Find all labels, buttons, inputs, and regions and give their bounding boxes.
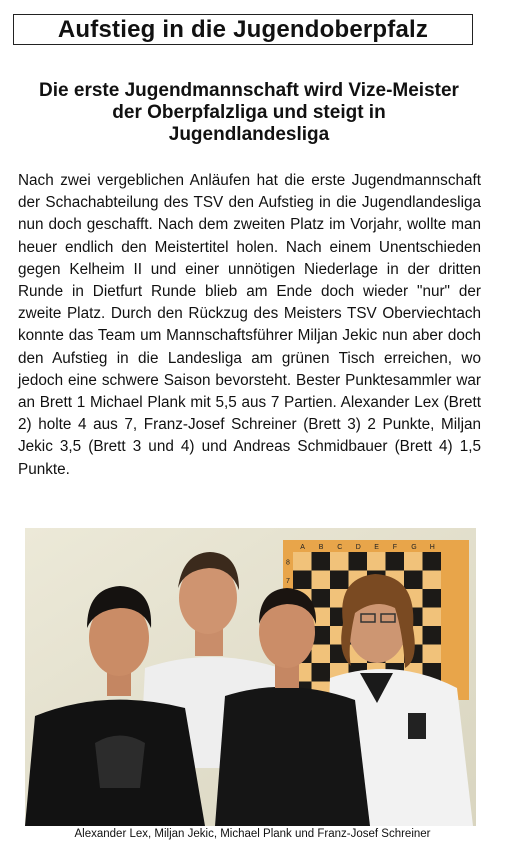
page-title-box (13, 14, 473, 45)
board-file-label: E (374, 544, 379, 551)
board-square (312, 589, 331, 608)
board-rank-label: 8 (286, 559, 290, 567)
board-square (330, 552, 349, 571)
article-subtitle (14, 80, 484, 146)
board-square (404, 571, 423, 590)
board-square (367, 552, 386, 571)
board-file-label: F (392, 544, 398, 551)
board-file-label: H (429, 544, 435, 551)
board-rank-label: 7 (286, 577, 290, 585)
board-square (423, 626, 442, 645)
board-square (312, 663, 331, 682)
board-file-label: B (318, 544, 324, 551)
board-square (404, 552, 423, 571)
page-title: Aufstieg in die Jugendoberpfalz (57, 15, 429, 43)
board-square (423, 645, 442, 664)
board-square (423, 608, 442, 627)
board-file-label: G (411, 544, 417, 551)
board-file-label: C (337, 544, 343, 551)
board-square (293, 571, 312, 590)
board-file-label: D (355, 544, 361, 551)
photo-caption: Alexander Lex, Miljan Jekic, Michael Plank und Franz-Josef Schreiner (74, 828, 431, 840)
team-photo-illustration (25, 528, 476, 826)
subtitle-line-1: Die erste Jugendmannschaft wird Vize-Meister (39, 80, 459, 101)
subtitle-line-2: der Oberpfalzliga und steigt in (112, 102, 386, 123)
board-square (312, 571, 331, 590)
team-photo (25, 528, 476, 826)
board-square (330, 571, 349, 590)
board-square (386, 552, 405, 571)
board-file-label: A (300, 544, 305, 551)
subtitle-line-3: Jugendlandesliga (168, 124, 330, 145)
board-square (423, 571, 442, 590)
board-square (293, 552, 312, 571)
board-square (349, 552, 368, 571)
board-square (423, 589, 442, 608)
board-square (312, 645, 331, 664)
article-body: Nach zwei vergeblichen Anläufen hat die erste Jugendmannschaft der Schachabteilung des TSV den Aufstieg in die Jugendlandesliga nun doch geschafft. Nach dem zweiten Platz im Vorjahr, wollte man heuer endlich den Meistertitel holen. Nach einem Unentschieden gegen Kelheim II und einer unnötigen Niederlage in der dritten Runde in Dietfurt Runde blieb am Ende doch wieder "nur" der zweite Platz. Durch den Rückzug des Meisters TSV Oberviechtach konnte das Team um Mannschaftsführer Miljan Jekic nun aber doch den Aufstieg in die Landesliga am grünen Tisch erreichen, wo jedoch eine schwere Saison bevorsteht. Bester Punktesammler war an Brett 1 Michael Plank mit 5,5 aus 7 Partien. Alexander Lex (Brett 2) holte 4 aus 7, Franz-Josef Schreiner (Brett 3) 2 Punkte, Miljan Jekic 3,5 (Brett 3 und 4) und Andreas Schmidbauer (Brett 4) 1,5 Punkte. (18, 172, 481, 478)
board-square (312, 552, 331, 571)
board-square (423, 552, 442, 571)
